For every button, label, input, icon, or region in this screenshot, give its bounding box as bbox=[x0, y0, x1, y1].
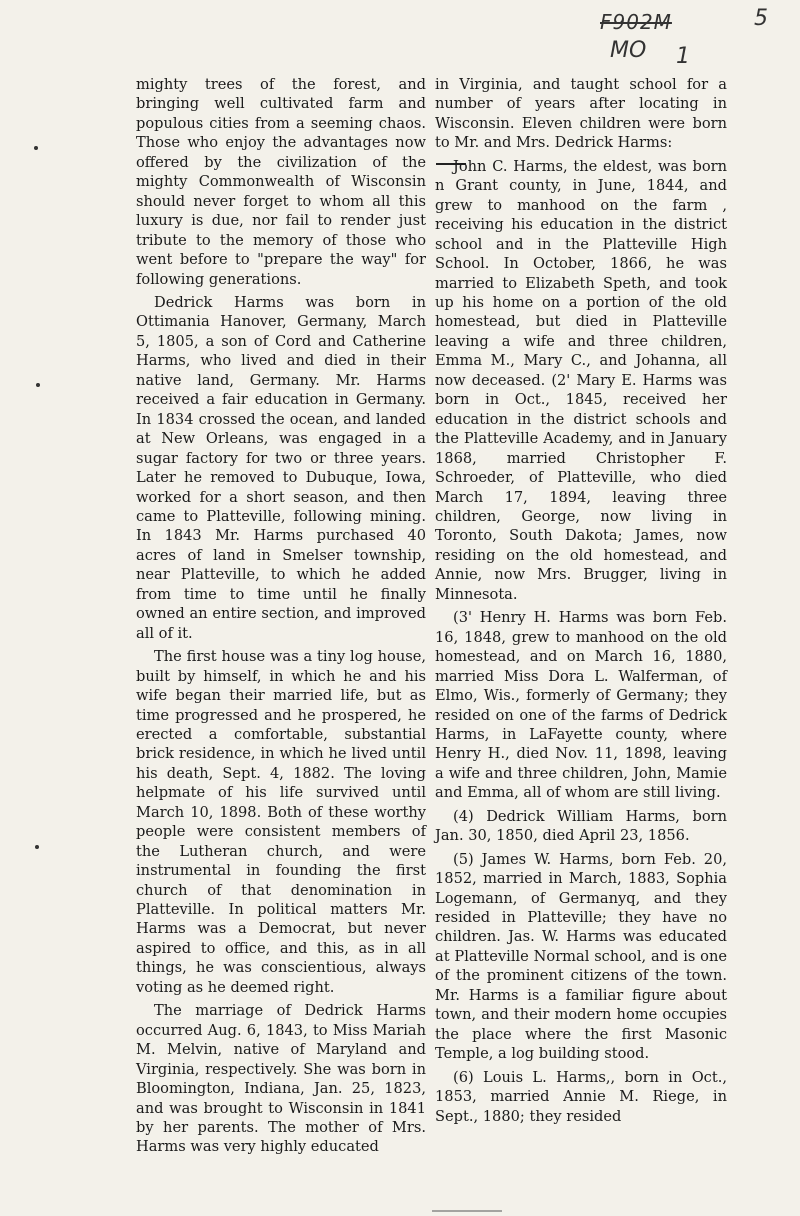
paragraph: The marriage of Dedrick Harms occurred Aug. 6, 1843, to Miss Mariah M. Melvin, native of Maryland and Virginia, respectively. She was born in Bloomington, Indiana, Jan. 25, 1823, and was brought to Wisconsin in 1841 by her parents. The mother of Mrs. Harms was very highly educated bbox=[136, 1002, 426, 1156]
margin-speck bbox=[35, 845, 39, 849]
paragraph: Dedrick Harms was born in Ottimania Hanover, Germany, March 5, 1805, a son of Cord and Catherine Harms, who lived and died in their native land, Germany. Mr. Harms received a fair education in Germany. In 1834 crossed the ocean, and landed at New Orleans, was engaged in a sugar factory for two or three years. Later he removed to Dubuque, Iowa, worked for a short season, and then came to Platteville, following mining. In 1843 Mr. Harms purchased 40 acres of land in Smelser township, near Platteville, to which he added from time to time until he finally owned an entire section, and improved all of it. bbox=[136, 293, 426, 642]
handwritten-code: F902M bbox=[600, 10, 672, 34]
margin-speck bbox=[34, 146, 38, 150]
left-column bbox=[136, 75, 426, 1161]
paragraph: (6) Louis L. Harms,, born in Oct., 1853, married Annie M. Riege, in Sept., 1880; they resided bbox=[435, 1068, 727, 1125]
handwritten-abbreviation: MO bbox=[610, 38, 647, 63]
paragraph: (5) James W. Harms, born Feb. 20, 1852, married in March, 1883, Sophia Logemann, of Germanyq, and they resided in Platteville; they have no children. Jas. W. Harms was educated at Platteville Normal school, and is one of the prominent citizens of the town. Mr. Harms is a familiar figure about town, and their modern home occupies the place where the first Masonic Temple, a log building stood. bbox=[435, 850, 727, 1063]
paragraph: (3' Henry H. Harms was born Feb. 16, 1848, grew to manhood on the old homestead, and on March 16, 1880, married Miss Dora L. Walferman, of Elmo, Wis., formerly of Germany; they resided on one of the farms of Dedrick Harms, in LaFayette county, where Henry H., died Nov. 11, 1898, leaving a wife and three children, John, Mamie and Emma, all of whom are still living. bbox=[435, 609, 727, 802]
handwritten-page-number: 5 bbox=[754, 6, 768, 31]
margin-speck bbox=[36, 383, 40, 387]
paragraph: mighty trees of the forest, and bringing well cultivated farm and populous cities from a seeming chaos. Those who enjoy the advantages now offered by the civilization of the mighty Commonwealth of Wisconsin should never forget to whom all this luxury is due, nor fail to render just tribute to the memory of those who went before to "prepare the way" for following generations. bbox=[136, 76, 426, 288]
paragraph: The first house was a tiny log house, built by himself, in which he and his wife began their married life, but as time progressed and he prospered, he erected a comfortable, substantial brick residence, in which he lived until his death, Sept. 4, 1882. The loving helpmate of his life survived until March 10, 1898. Both of these worthy people were consistent members of the Lutheran church, and were instrumental in founding the first church of that denomination in Platteville. In political matters Mr. Harms was a Democrat, but never aspired to office, and this, as in all things, he was conscientious, always voting as he deemed right. bbox=[136, 648, 426, 996]
paragraph: John C. Harms, the eldest, was born n Grant county, in June, 1844, and grew to manhood on the farm , receiving his education in the district school and in the Platteville High School. In October, 1866, he was married to Elizabeth Speth, and took up his home on a portion of the old homestead, but died in Platteville leaving a wife and three children, Emma M., Mary C., and Johanna, all now deceased. (2' Mary E. Harms was born in Oct., 1845, received her education in the district schools and the Platteville Academy, and in January 1868, married Christopher F. Schroeder, of Platteville, who died March 17, 1894, leaving three children, George, now living in Toronto, South Dakota; James, now residing on the old homestead, and Annie, now Mrs. Brugger, living in Minnesota. bbox=[435, 157, 727, 603]
paragraph: in Virginia, and taught school for a number of years after locating in Wisconsin. Eleven children were born to Mr. and Mrs. Dedrick Harms: bbox=[435, 76, 727, 152]
bottom-speck bbox=[432, 1210, 502, 1212]
paragraph: (4) Dedrick William Harms, born Jan. 30, 1850, died April 23, 1856. bbox=[435, 807, 727, 845]
handwritten-number: 1 bbox=[676, 44, 690, 69]
right-column bbox=[435, 75, 727, 1130]
